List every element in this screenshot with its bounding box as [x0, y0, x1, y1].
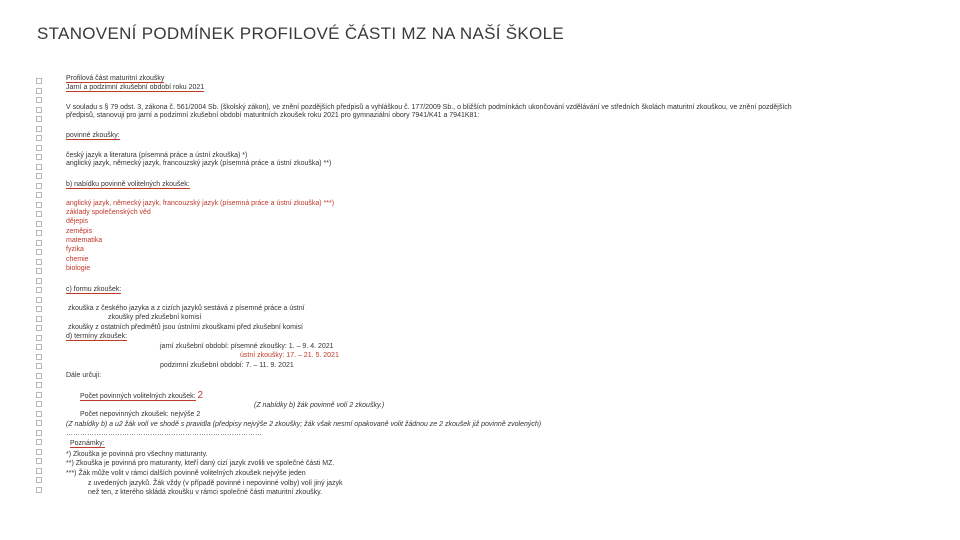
text-line: zkouška z českého jazyka a z cizích jazyků sestává z písemné práce a ústní — [68, 305, 305, 312]
text-line: Profilová část maturitní zkoušky — [66, 75, 165, 82]
bullet-icon — [36, 192, 42, 198]
text-line: c) formu zkoušek: — [66, 286, 122, 293]
text-line: podzimní zkušební období: 7. – 11. 9. 2021 — [160, 362, 294, 369]
bullet-icon — [36, 211, 42, 217]
bullet-icon — [36, 430, 42, 436]
bullet-icon — [36, 449, 42, 455]
text-line: (Z nabídky b) žák povinně volí 2 zkoušky.) — [254, 402, 385, 409]
bullet-icon — [36, 344, 42, 350]
bullet-icon — [36, 477, 42, 483]
bullet-icon — [36, 154, 42, 160]
bullet-icon — [36, 135, 42, 141]
text-line: b) nabídku povinně volitelných zkoušek: — [66, 181, 190, 188]
page-title: STANOVENÍ PODMÍNEK PROFILOVÉ ČÁSTI MZ NA NAŠÍ ŠKOLE — [37, 24, 564, 43]
bullet-icon — [36, 420, 42, 426]
bullet-icon — [36, 316, 42, 322]
text-line: zeměpis — [66, 228, 93, 235]
text-line: fyzika — [66, 246, 84, 253]
text-line: (Z nabídky b) a u2 žák volí ve shodě s pravidla (předpisy nejvýše 2 zkoušky; žák však nesmí opakovaně volit žádnou ze 2 zkoušek již povinně zvolených) — [66, 421, 542, 428]
bullet-icon — [36, 249, 42, 255]
text-line: biologie — [66, 265, 91, 272]
bullet-icon — [36, 230, 42, 236]
bullet-icon — [36, 373, 42, 379]
bullet-icon — [36, 126, 42, 132]
bullet-icon — [36, 297, 42, 303]
text-line: Počet povinných volitelných zkoušek: 2 — [80, 390, 204, 401]
bullet-icon — [36, 458, 42, 464]
bullet-icon — [36, 145, 42, 151]
bullet-icon — [36, 107, 42, 113]
bullet-icon — [36, 116, 42, 122]
text-line: matematika — [66, 237, 103, 244]
text-line: chemie — [66, 256, 89, 263]
text-line: ………………………………………………………………………… — [66, 430, 262, 437]
bullet-icon — [36, 325, 42, 331]
bullet-icon — [36, 268, 42, 274]
text-line: Poznámky: — [70, 440, 105, 447]
bullet-icon — [36, 306, 42, 312]
text-line: český jazyk a literatura (písemná práce a ústní zkouška) *) — [66, 152, 248, 159]
text-line: než ten, z kterého skládá zkoušku v rámci společné části maturitní zkoušky. — [88, 489, 323, 496]
bullet-icon — [36, 221, 42, 227]
bullet-icon — [36, 363, 42, 369]
bullet-icon — [36, 382, 42, 388]
text-line: zkoušky z ostatních předmětů jsou ústními zkouškami před zkušební komisí — [68, 324, 303, 331]
text-line: ***) Žák může volit v rámci dalších povinně volitelných zkoušek nejvýše jeden — [66, 470, 306, 477]
bullet-icon — [36, 287, 42, 293]
bullet-icon — [36, 173, 42, 179]
text-line: *) Zkouška je povinná pro všechny maturanty. — [66, 451, 208, 458]
bullet-icon — [36, 97, 42, 103]
bullet-icon — [36, 354, 42, 360]
text-line: základy společenských věd — [66, 209, 151, 216]
text-line: anglický jazyk, německý jazyk, francouzský jazyk (písemná práce a ústní zkouška) **) — [66, 160, 332, 167]
text-line: V souladu s § 79 odst. 3, zákona č. 561/2004 Sb. (školský zákon), ve znění pozdějších předpisů a vyhláškou č. 177/2009 Sb., o bližších podmínkách ukončování vzdělávání ve středních školách maturitní zkouškou, ve znění pozdějších — [66, 104, 792, 111]
text-line: Dále určuji: — [66, 372, 102, 379]
bullet-icon — [36, 335, 42, 341]
text-line: zkoušky před zkušební komisí — [108, 314, 202, 321]
text-line: Jarní a podzimní zkušební období roku 2021 — [66, 84, 205, 91]
text-line: z uvedených jazyků. Žák vždy (v případě povinné i nepovinné volby) volí jiný jazyk — [88, 480, 343, 487]
bullet-icon — [36, 240, 42, 246]
text-line: Počet nepovinných zkoušek: nejvýše 2 — [80, 411, 201, 418]
bullet-icon — [36, 202, 42, 208]
bullet-icon — [36, 183, 42, 189]
bullet-icon — [36, 411, 42, 417]
bullet-icon — [36, 468, 42, 474]
bullet-icon — [36, 88, 42, 94]
bullet-icon — [36, 439, 42, 445]
text-line: předpisů, stanovuji pro jarní a podzimní zkušební období maturitních zkoušek roku 2021 pro gymnaziální obory 7941/K41 a 7941K81: — [66, 112, 480, 119]
text-line: **) Zkouška je povinná pro maturanty, kteří daný cizí jazyk zvolili ve společné části MZ. — [66, 460, 335, 467]
bullet-icon — [36, 278, 42, 284]
text-line: dějepis — [66, 218, 89, 225]
bullet-icon — [36, 259, 42, 265]
bullet-icon — [36, 487, 42, 493]
text-line: ústní zkoušky: 17. – 21. 5. 2021 — [240, 352, 339, 359]
text-line: povinné zkoušky: — [66, 132, 120, 139]
bullet-icon — [36, 392, 42, 398]
text-line: d) termíny zkoušek: — [66, 333, 128, 340]
text-line: anglický jazyk, německý jazyk, francouzský jazyk (písemná práce a ústní zkouška) ***) — [66, 200, 335, 207]
bullet-icon — [36, 401, 42, 407]
bullet-icon — [36, 164, 42, 170]
text-line: jarní zkušební období: písemné zkoušky: 1. – 9. 4. 2021 — [160, 343, 334, 350]
bullet-icon — [36, 78, 42, 84]
